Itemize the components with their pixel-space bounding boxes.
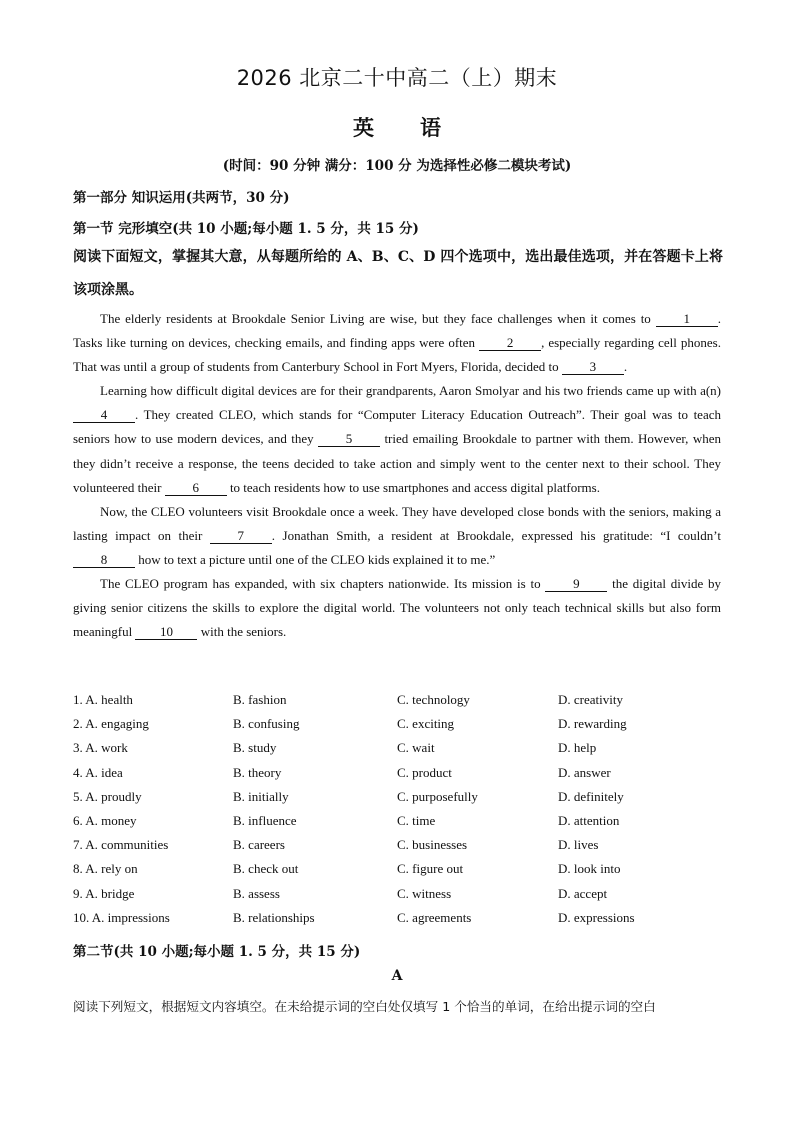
option-item: C. exciting (397, 716, 455, 732)
option-item: 2. A. engaging (73, 716, 149, 732)
option-item: 5. A. proudly (73, 788, 142, 804)
option-row (73, 740, 733, 764)
option-item: B. relationships (233, 909, 315, 925)
passage-text: Now, the CLEO volunteers visit Brookdale once a week. They have developed close bonds with the seniors, making a lasting impact on their (73, 503, 721, 543)
option-item: D. expressions (558, 909, 635, 925)
option-item: D. definitely (558, 788, 624, 804)
option-row (73, 837, 733, 861)
passage-text: the digital divide by giving senior citizens the skills to explore the digital world. The volunteers not only teach technical skills but also form meaningful (73, 576, 721, 640)
option-item: D. lives (558, 837, 599, 853)
option-item: 10. A. impressions (73, 909, 170, 925)
option-item: D. look into (558, 861, 621, 877)
option-item: D. help (558, 740, 597, 756)
answer-options (73, 692, 733, 934)
passage-text: . Jonathan Smith, a resident at Brookdale, expressed his gratitude: “I couldn’t (271, 527, 721, 543)
subject-char-2: 语 (420, 115, 441, 140)
option-item: B. confusing (233, 716, 300, 732)
subject-char-1: 英 (353, 115, 374, 140)
paragraph (73, 379, 721, 499)
option-item: C. technology (397, 692, 470, 707)
option-item: C. time (397, 812, 436, 828)
subject-title (0, 112, 794, 142)
blank-4: 4 (73, 407, 135, 423)
blank-9: 9 (545, 576, 607, 592)
section-heading: 第一节 完形填空(共 10 小题;每小题 1. 5 分，共 15 分) (73, 221, 419, 237)
option-row (73, 910, 733, 934)
passage-text: . They created CLEO, which stands for “Computer Literacy Education Outreach”. Their goal was to teach seniors how to use modern devices, and they (73, 407, 721, 447)
paragraph (73, 500, 721, 572)
option-row (73, 813, 733, 837)
option-item: C. wait (397, 740, 435, 756)
option-item: B. initially (233, 788, 289, 804)
option-item: 1. A. health (73, 692, 133, 707)
option-row (73, 886, 733, 910)
option-item: D. rewarding (558, 716, 627, 732)
option-row (73, 765, 733, 789)
paragraph (73, 572, 721, 644)
blank-3: 3 (562, 359, 624, 375)
option-item: D. creativity (558, 692, 623, 707)
option-item: B. influence (233, 812, 297, 828)
section-a-label: A (391, 968, 403, 984)
blank-6: 6 (165, 480, 227, 496)
option-item: B. fashion (233, 692, 287, 707)
passage-text: , especially regarding cell phones. That was until a group of students from Canterbury School in Fort Myers, Florida, decided to (73, 335, 721, 375)
passage-text: Learning how difficult digital devices are for their grandparents, Aaron Smolyar and his two friends came up with a(n) (100, 383, 721, 399)
passage-text: to teach residents how to use smartphones and access digital platforms. (226, 479, 600, 495)
option-item: 8. A. rely on (73, 861, 138, 877)
option-item: C. businesses (397, 837, 468, 853)
option-item: D. attention (558, 812, 620, 828)
option-item: D. answer (558, 764, 611, 780)
cloze-passage (73, 307, 721, 644)
paragraph (73, 307, 721, 379)
exam-title: 2026 北京二十中高二（上）期末 (236, 66, 558, 90)
option-item: B. study (233, 740, 277, 756)
option-item: C. product (397, 764, 452, 780)
option-item: B. assess (233, 885, 280, 901)
passage-text: The elderly residents at Brookdale Senior Living are wise, but they face challenges when it comes to (100, 311, 656, 326)
blank-10: 10 (135, 624, 197, 640)
section2-heading: 第二节(共 10 小题;每小题 1. 5 分，共 15 分) (73, 944, 361, 960)
blank-1: 1 (656, 311, 718, 327)
option-item: B. careers (233, 837, 285, 853)
option-item: B. theory (233, 764, 282, 780)
option-item: D. accept (558, 885, 608, 901)
passage-text: with the seniors. (197, 624, 287, 640)
blank-8: 8 (73, 552, 135, 568)
passage-text: tried emailing Brookdale to partner with them. However, when they didn’t receive a response, the teens decided to take action and simply went to the center next to their school. They volunteered their (73, 431, 721, 495)
option-row (73, 861, 733, 885)
option-row (73, 789, 733, 813)
blank-2: 2 (479, 335, 541, 351)
option-item: C. purposefully (397, 788, 478, 804)
blank-5: 5 (318, 431, 380, 447)
option-item: C. agreements (397, 909, 472, 925)
option-item: 9. A. bridge (73, 885, 135, 901)
option-item: C. figure out (397, 861, 464, 877)
section2-instruction: 阅读下列短文，根据短文内容填空。在未给提示词的空白处仅填写 1 个恰当的单词，在给出提示词的空白 (73, 999, 656, 1014)
option-row (73, 692, 733, 716)
option-item: 6. A. money (73, 812, 137, 828)
section-instruction: 阅读下面短文，掌握其大意，从每题所给的 A、B、C、D 四个选项中，选出最佳选项，并在答题卡上将该项涂黑。 (73, 249, 723, 298)
option-item: 3. A. work (73, 740, 128, 756)
passage-text: how to text a picture until one of the CLEO kids explained it to me.” (135, 551, 496, 567)
option-item: 4. A. idea (73, 764, 123, 780)
option-item: C. witness (397, 885, 452, 901)
option-row (73, 716, 733, 740)
blank-7: 7 (210, 528, 272, 544)
part-heading: 第一部分 知识运用(共两节，30 分) (73, 190, 290, 206)
exam-info: (时间：90 分钟 满分：100 分 为选择性必修二模块考试) (222, 158, 572, 174)
option-item: 7. A. communities (73, 837, 169, 853)
option-item: B. check out (233, 861, 299, 877)
passage-text: The CLEO program has expanded, with six chapters nationwide. Its mission is to (100, 576, 546, 592)
passage-text: . (623, 359, 628, 375)
passage-text: . Tasks like turning on devices, checking emails, and finding apps were often (73, 311, 721, 351)
